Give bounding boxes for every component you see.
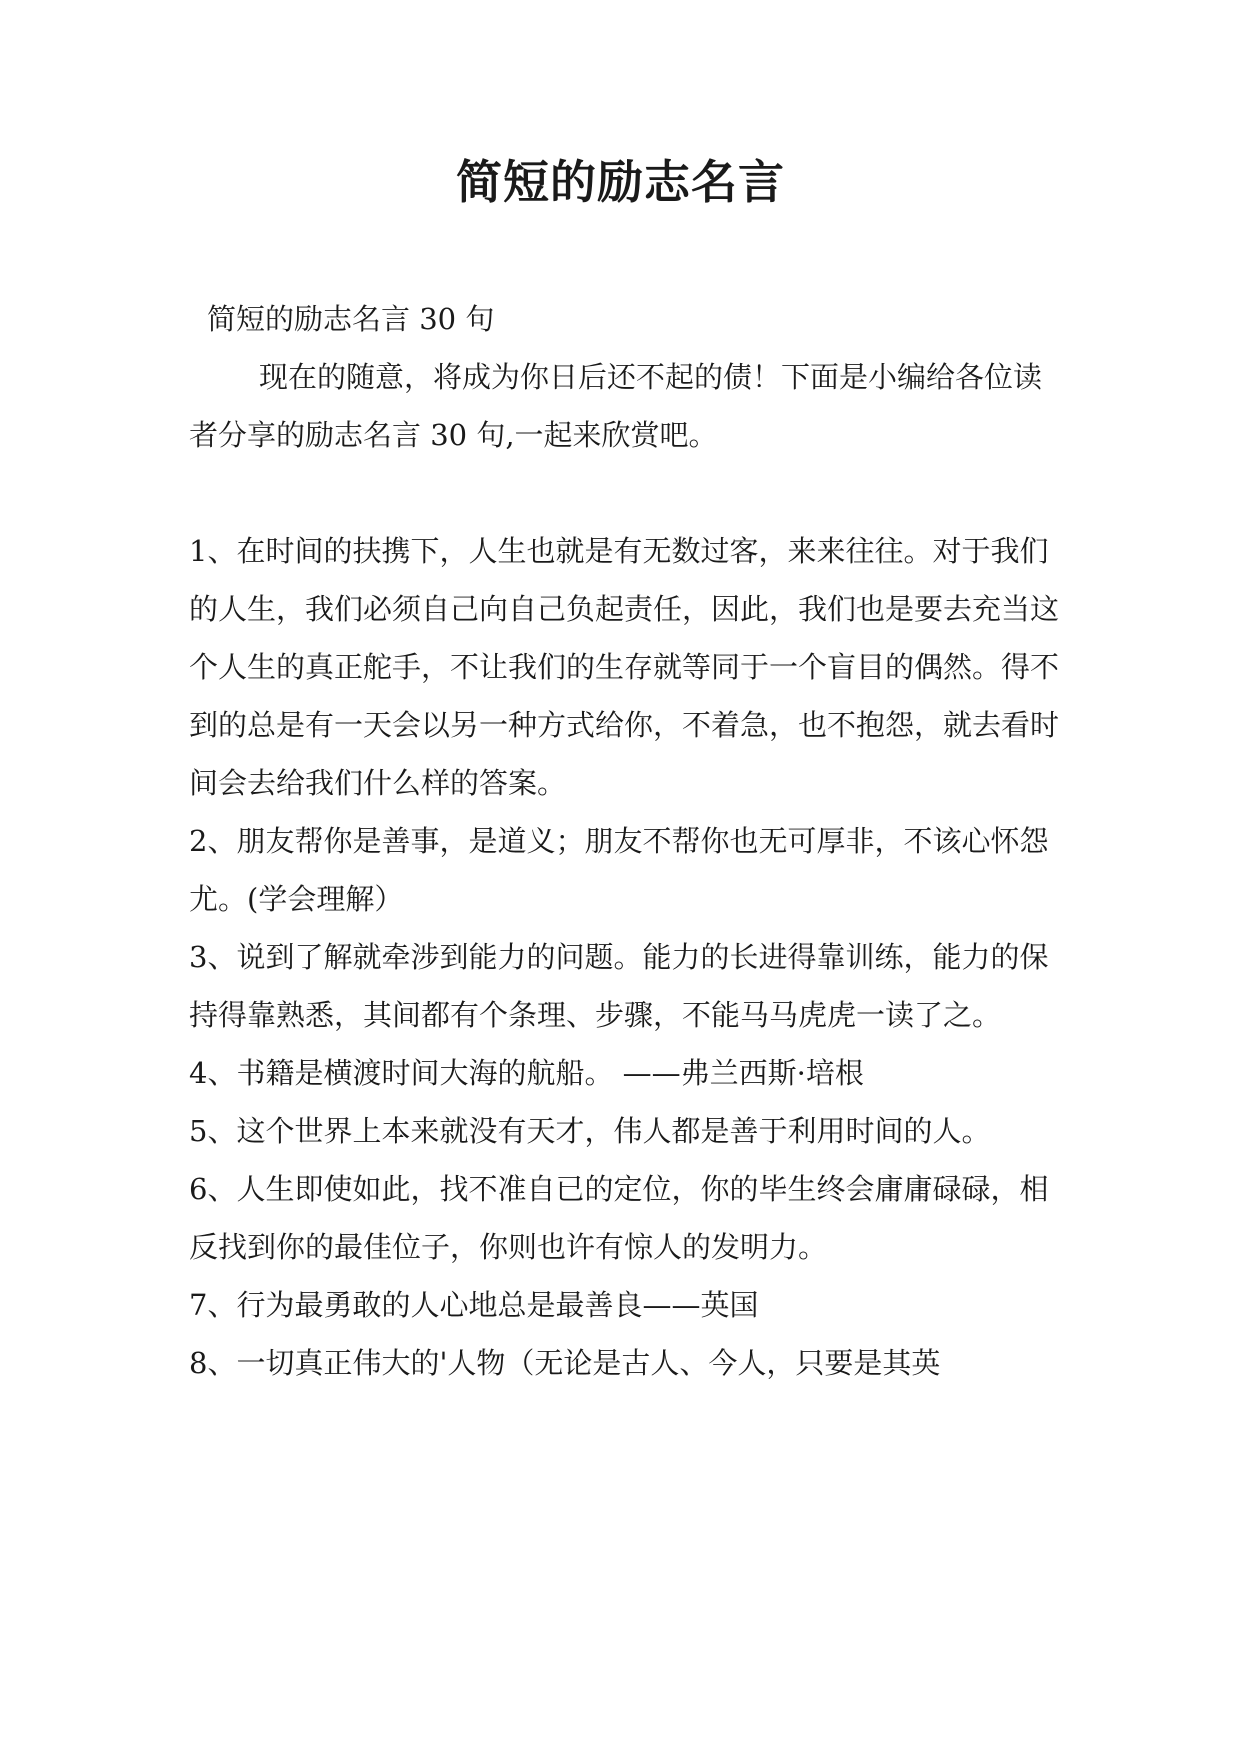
quote-item-8: 8、一切真正伟大的'人物（无论是古人、今人，只要是其英: [189, 1346, 941, 1380]
quote-item-7: 7、行为最勇敢的人心地总是最善良——英国: [189, 1288, 759, 1322]
quote-item-1: 1、在时间的扶携下，人生也就是有无数过客，来来往往。对于我们的人生，我们必须自己向自己负起责任，因此，我们也是要去充当这个人生的真正舵手，不让我们的生存就等同于一个盲目的偶然。得不到的总是有一天会以另一种方式给你，不着急，也不抱怨，就去看时间会去给我们什么样的答案。: [189, 534, 1060, 800]
quote-item-4: 4、书籍是横渡时间大海的航船。 ——弗兰西斯·培根: [189, 1056, 864, 1090]
document-body: [189, 290, 1059, 1392]
document-subtitle: 简短的励志名言 30 句: [207, 302, 495, 336]
intro-paragraph: 现在的随意，将成为你日后还不起的债！下面是小编给各位读者分享的励志名言 30 句,一起来欣赏吧。: [189, 360, 1043, 452]
quote-item-5: 5、这个世界上本来就没有天才，伟人都是善于利用时间的人。: [189, 1114, 991, 1148]
quote-item-2: 2、朋友帮你是善事，是道义；朋友不帮你也无可厚非，不该心怀怨尤。(学会理解）: [189, 824, 1049, 916]
quote-item-3: 3、说到了解就牵涉到能力的问题。能力的长进得靠训练，能力的保持得靠熟悉，其间都有个条理、步骤，不能马马虎虎一读了之。: [189, 940, 1049, 1032]
paragraph-spacer: [189, 464, 1059, 522]
document-title: 简短的励志名言: [456, 155, 785, 209]
quote-item-6: 6、人生即使如此，找不准自已的定位，你的毕生终会庸庸碌碌，相反找到你的最佳位子，你则也许有惊人的发明力。: [189, 1172, 1049, 1264]
